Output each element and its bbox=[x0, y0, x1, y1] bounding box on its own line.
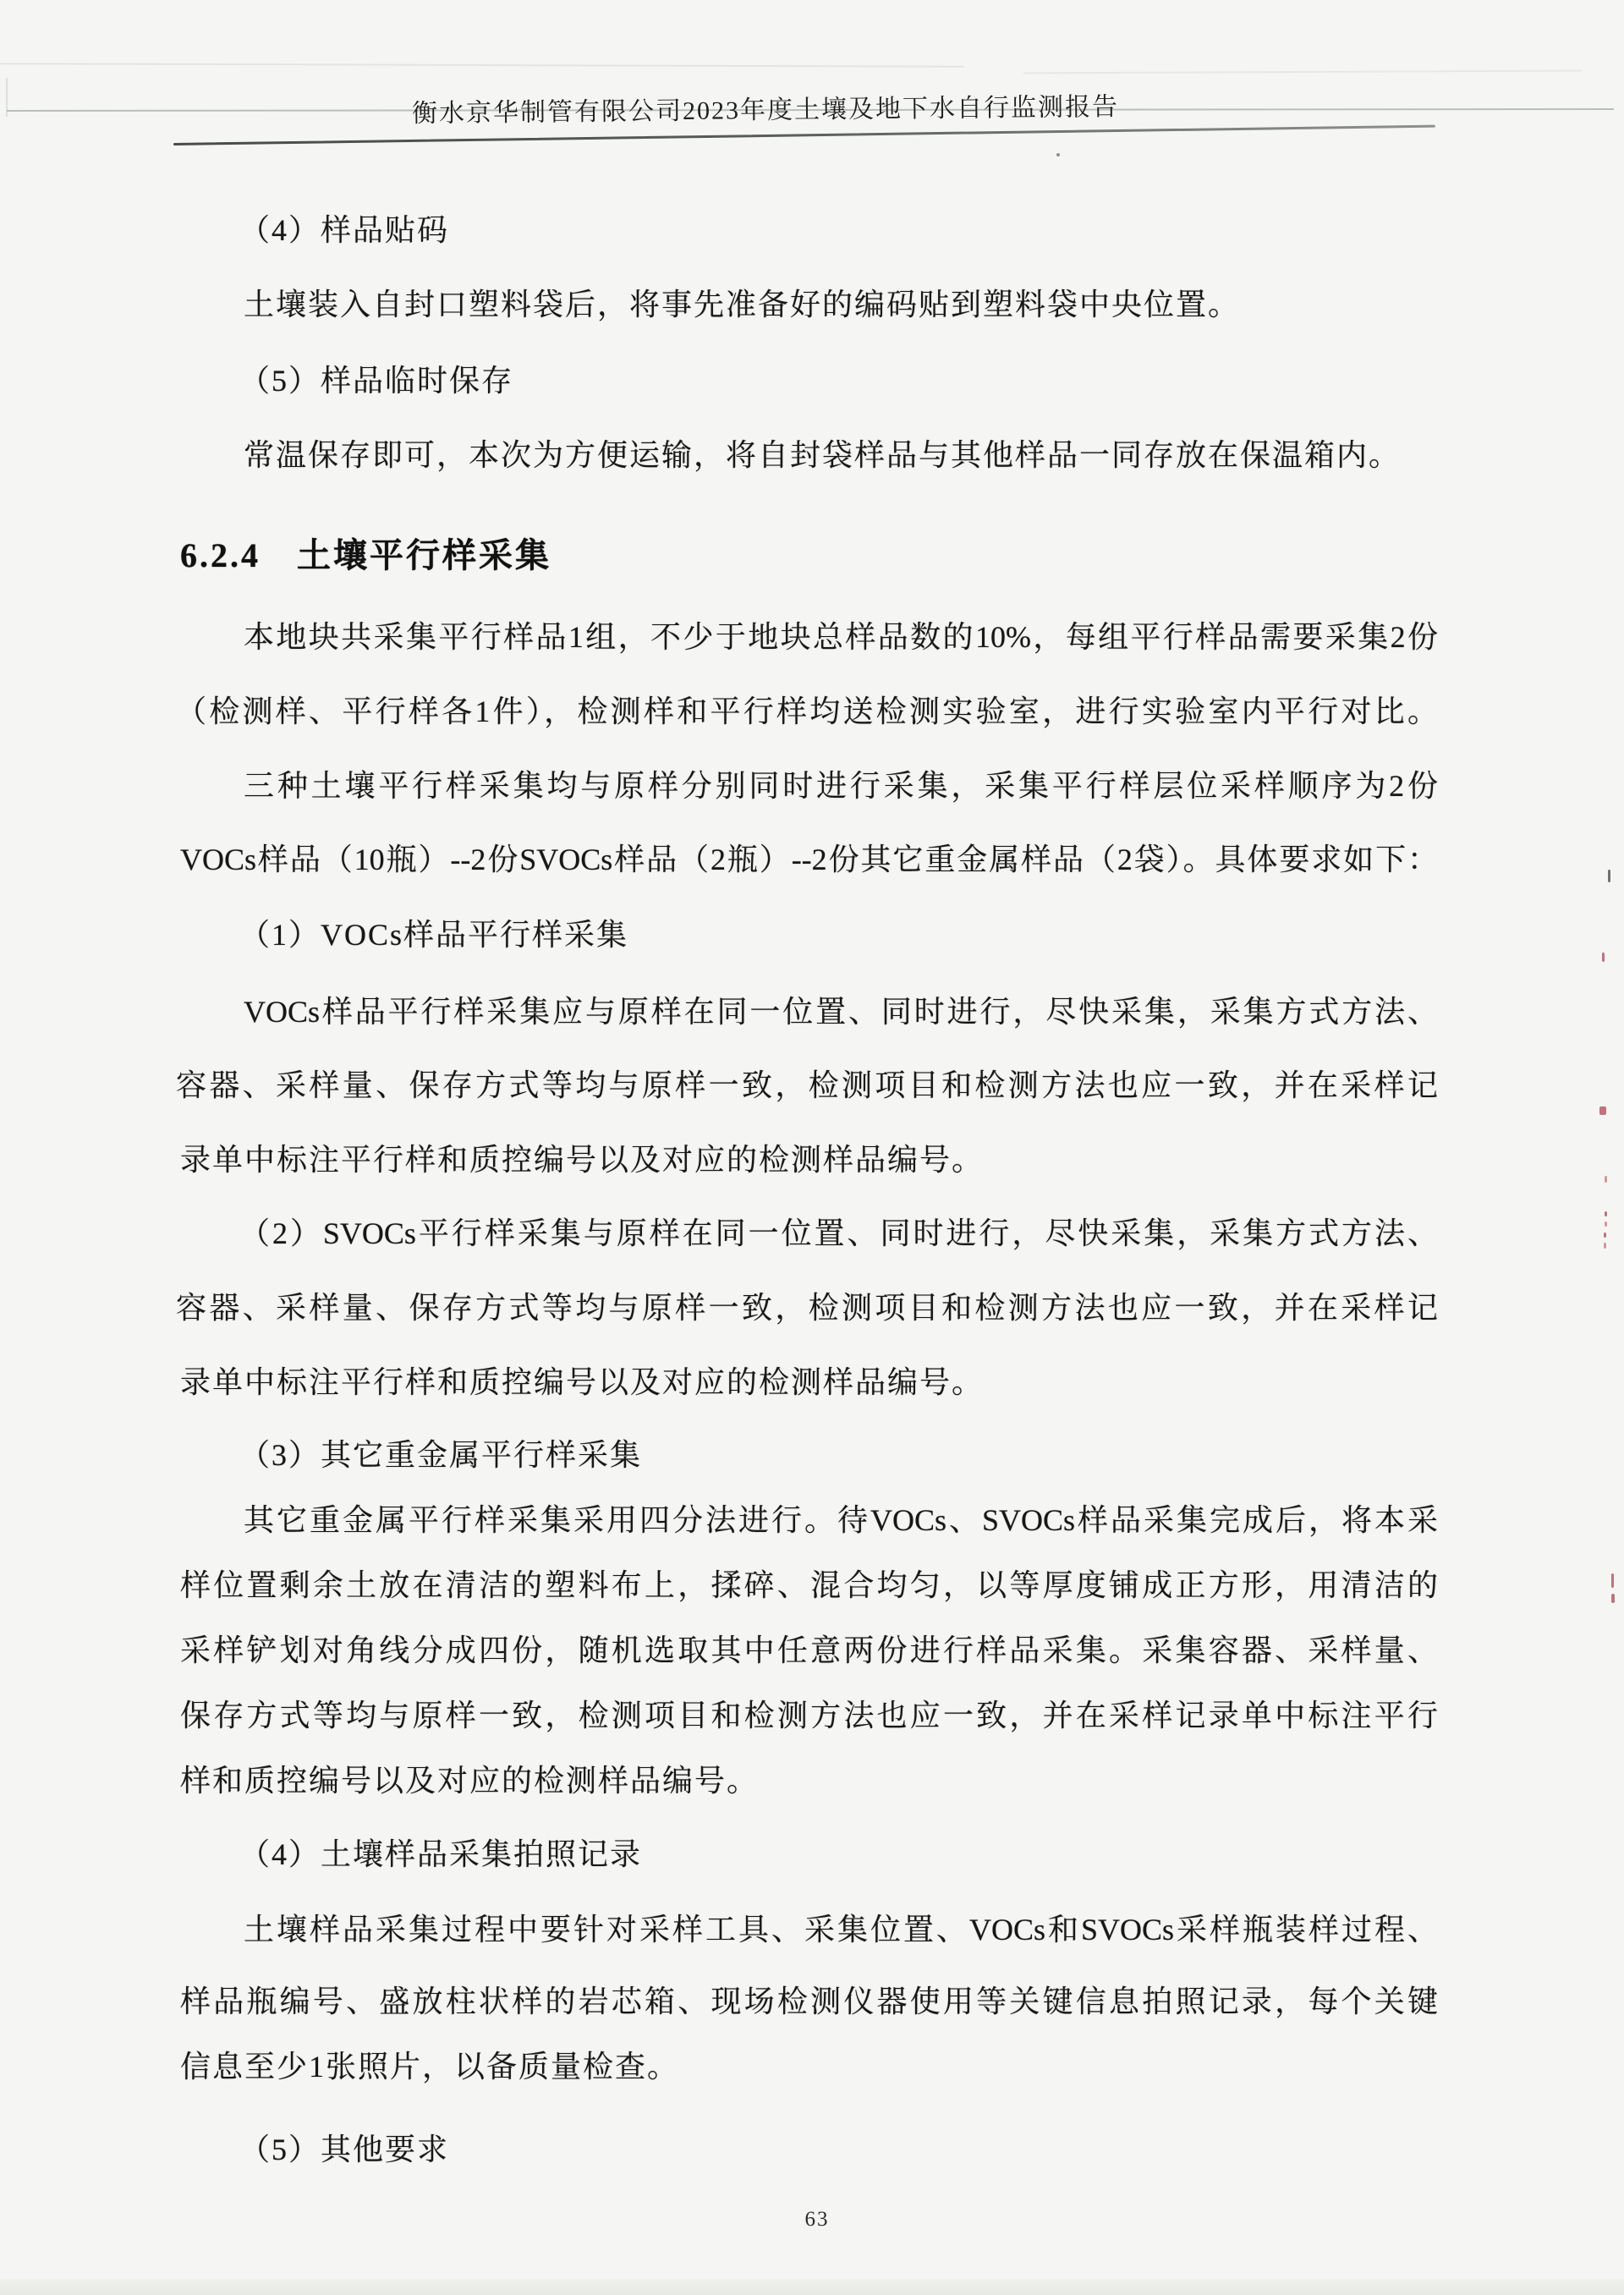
red-margin-mark bbox=[1605, 1211, 1607, 1216]
text-line: 常温保存即可，本次为方便运输，将自封袋样品与其他样品一同存放在保温箱内。 bbox=[244, 438, 1402, 472]
list-item-heading: （1）VOCs样品平行样采集 bbox=[239, 918, 629, 952]
list-item-heading: （4）样品贴码 bbox=[239, 213, 450, 247]
scan-dot bbox=[1056, 153, 1060, 156]
scan-streak bbox=[1023, 70, 1582, 74]
text-line: （2）SVOCs平行样采集与原样在同一位置、同时进行，尽快采集，采集方式方法、 bbox=[239, 1216, 1438, 1250]
page-bottom-edge bbox=[0, 2279, 1624, 2295]
list-item-heading: （3）其它重金属平行样采集 bbox=[239, 1438, 643, 1472]
text-line: VOCs样品（10瓶）--2份SVOCs样品（2瓶）--2份其它重金属样品（2袋）。具体要求如下： bbox=[180, 843, 1438, 876]
text-line: 保存方式等均与原样一致，检测项目和检测方法也应一致，并在采样记录单中标注平行 bbox=[180, 1699, 1438, 1732]
margin-artifact bbox=[1608, 870, 1610, 882]
text-line: 录单中标注平行样和质控编号以及对应的检测样品编号。 bbox=[180, 1143, 985, 1177]
red-margin-mark bbox=[1604, 1233, 1606, 1238]
text-line: VOCs样品平行样采集应与原样在同一位置、同时进行，尽快采集，采集方式方法、 bbox=[244, 995, 1438, 1029]
text-line: （检测样、平行样各1件），检测样和平行样均送检测实验室，进行实验室内平行对比。 bbox=[176, 695, 1438, 728]
red-margin-mark bbox=[1604, 1243, 1606, 1249]
text-line: 录单中标注平行样和质控编号以及对应的检测样品编号。 bbox=[180, 1365, 985, 1399]
text-line: 土壤装入自封口塑料袋后，将事先准备好的编码贴到塑料袋中央位置。 bbox=[244, 288, 1241, 321]
red-margin-mark bbox=[1599, 1106, 1606, 1115]
text-line: 样品瓶编号、盛放柱状样的岩芯箱、现场检测仪器使用等关键信息拍照记录，每个关键 bbox=[180, 1985, 1438, 2018]
red-margin-mark bbox=[1611, 1573, 1614, 1588]
red-margin-mark bbox=[1605, 1222, 1607, 1227]
text-line: 三种土壤平行样采集均与原样分别同时进行采集，采集平行样层位采样顺序为2份 bbox=[244, 769, 1438, 803]
text-line: 容器、采样量、保存方式等均与原样一致，检测项目和检测方法也应一致，并在采样记 bbox=[176, 1291, 1438, 1325]
text-line: 样和质控编号以及对应的检测样品编号。 bbox=[180, 1764, 760, 1798]
text-line: 土壤样品采集过程中要针对采样工具、采集位置、VOCs和SVOCs采样瓶装样过程、 bbox=[244, 1913, 1438, 1946]
list-item-heading: （5）其他要求 bbox=[239, 2133, 450, 2166]
list-item-heading: （5）样品临时保存 bbox=[239, 364, 514, 398]
section-heading: 6.2.4 土壤平行样采集 bbox=[180, 536, 551, 574]
text-line: 信息至少1张照片，以备质量检查。 bbox=[180, 2050, 680, 2084]
text-line: 本地块共采集平行样品1组，不少于地块总样品数的10%，每组平行样品需要采集2份 bbox=[244, 620, 1438, 654]
red-margin-mark bbox=[1611, 1594, 1615, 1603]
header-title: 衡水京华制管有限公司2023年度土壤及地下水自行监测报告 bbox=[411, 92, 1120, 129]
text-line: 其它重金属平行样采集采用四分法进行。待VOCs、SVOCs样品采集完成后，将本采 bbox=[244, 1503, 1438, 1537]
scan-streak bbox=[0, 63, 964, 68]
red-margin-mark bbox=[1605, 1176, 1607, 1183]
text-line: 样位置剩余土放在清洁的塑料布上，揉碎、混合均匀，以等厚度铺成正方形，用清洁的 bbox=[180, 1568, 1438, 1602]
page-number: 63 bbox=[804, 2208, 830, 2231]
list-item-heading: （4）土壤样品采集拍照记录 bbox=[239, 1837, 643, 1871]
red-margin-mark bbox=[1602, 953, 1605, 962]
text-line: 采样铲划对角线分成四份，随机选取其中任意两份进行样品采集。采集容器、采样量、 bbox=[180, 1633, 1438, 1667]
text-line: 容器、采样量、保存方式等均与原样一致，检测项目和检测方法也应一致，并在采样记 bbox=[176, 1068, 1438, 1102]
